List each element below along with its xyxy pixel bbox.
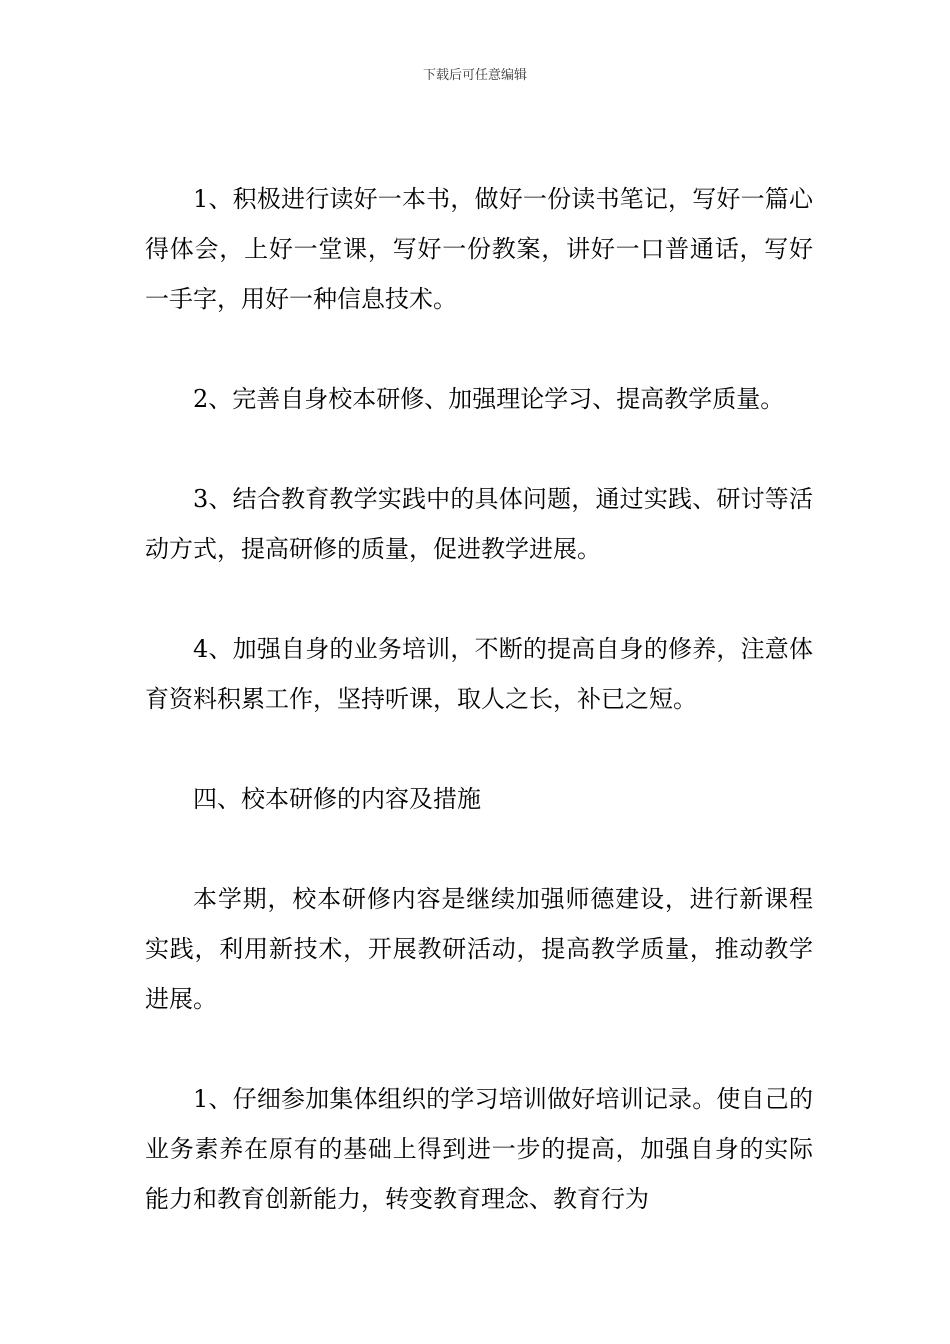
document-body <box>145 174 813 1274</box>
paragraph-measure-1: 1、仔细参加集体组织的学习培训做好培训记录。使自己的业务素养在原有的基础上得到进一步的提高，加强自身的实际能力和教育创新能力，转变教育理念、教育行为 <box>145 1085 813 1213</box>
header-note: 下载后可任意编辑 <box>422 68 527 83</box>
paragraph-intro: 本学期，校本研修内容是继续加强师德建设，进行新课程实践，利用新技术，开展教研活动，提高教学质量，推动教学进展。 <box>145 885 813 1013</box>
section-heading: 四、校本研修的内容及措施 <box>193 785 481 813</box>
paragraph-goal-4: 4、加强自身的业务培训，不断的提高自身的修养，注意体育资料积累工作，坚持听课，取人之长，补已之短。 <box>145 635 813 713</box>
paragraph-goal-1: 1、积极进行读好一本书，做好一份读书笔记，写好一篇心得体会，上好一堂课，写好一份教案，讲好一口普通话，写好一手字，用好一种信息技术。 <box>145 185 813 313</box>
paragraph-goal-3: 3、结合教育教学实践中的具体问题，通过实践、研讨等活动方式，提高研修的质量，促进教学进展。 <box>145 485 813 563</box>
paragraph-goal-2: 2、完善自身校本研修、加强理论学习、提高教学质量。 <box>193 385 785 413</box>
